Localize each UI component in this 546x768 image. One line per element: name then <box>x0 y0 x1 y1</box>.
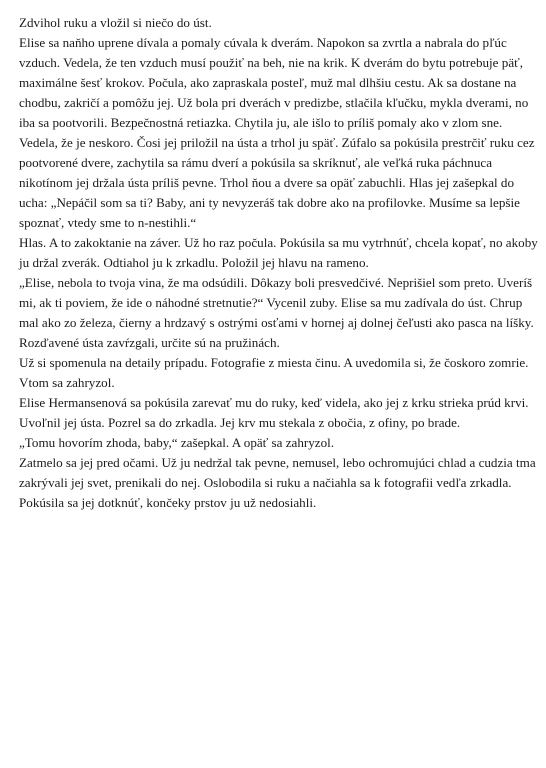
paragraph-2: Elise sa naňho uprene dívala a pomaly cúvala k dverám. Napokon sa zvrtla a nabrala do pľúc vzduch. Vedela, že ten vzduch musí použiť na beh, nie na krik. K dverám do bytu potrebuje päť, maximálne šesť krokov. Počula, ako zapraskala posteľ, muž mal dlhšiu cestu. Ak sa dostane na chodbu, zakričí a pomôžu jej. Už bola pri dverách v predizbe, stlačila kľučku, mykla dverami, no iba sa pootvorili. Bezpečnostná retiazka. Chytila ju, ale išlo to príliš pomaly ako v zlom sne. Vedela, že je neskoro. Čosi jej priložil na ústa a trhol ju späť. Zúfalo sa pokúsila prestrčiť ruku cez pootvorené dvere, zachytila sa rámu dverí a pokúsila sa skríknuť, ale veľká ruka páchnuca nikotínom jej držala ústa príliš pevne. Trhol ňou a dvere sa opäť zabuchli. Hlas jej zašepkal do ucha: „Nepáčil som sa ti? Baby, ani ty nevyzeráš tak dobre ako na profilovke. Musíme sa lepšie spoznať, vtedy sme to n-nestihli.“ <box>19 35 535 230</box>
paragraph-9: Uvoľnil jej ústa. Pozrel sa do zrkadla. Jej krv mu stekala z obočia, z ofiny, po brade. <box>19 415 461 430</box>
paragraph-5: Rozďavené ústa zavŕzgali, určite sú na pružinách. <box>19 335 280 350</box>
document-page <box>19 13 539 513</box>
paragraph-8: Elise Hermansenová sa pokúsila zarevať mu do ruky, keď videla, ako jej z krku strieka prúd krvi. <box>19 395 529 410</box>
paragraph-10: „Tomu hovorím zhoda, baby,“ zašepkal. A opäť sa zahryzol. <box>19 435 335 450</box>
paragraph-3: Hlas. A to zakoktanie na záver. Už ho raz počula. Pokúsila sa mu vytrhnúť, chcela kopať, no akoby ju držal zverák. Odtiahol ju k zrkadlu. Položil jej hlavu na rameno. <box>19 235 538 270</box>
paragraph-6: Už si spomenula na detaily prípadu. Fotografie z miesta činu. A uvedomila si, že čoskoro zomrie. <box>19 355 529 370</box>
paragraph-1: Zdvihol ruku a vložil si niečo do úst. <box>19 15 212 30</box>
paragraph-4: „Elise, nebola to tvoja vina, že ma odsúdili. Dôkazy boli presvedčivé. Neprišiel som preto. Uveríš mi, ak ti poviem, že ide o náhodné stretnutie?“ Vycenil zuby. Elise sa mu zadívala do úst. Chrup mal ako zo železa, čierny a hrdzavý s ostrými osťami v hornej aj dolnej čeľusti ako pasca na líšky. <box>19 275 534 330</box>
paragraph-7: Vtom sa zahryzol. <box>19 375 115 390</box>
paragraph-11: Zatmelo sa jej pred očami. Už ju nedržal tak pevne, nemusel, lebo ochromujúci chlad a cudzia tma zakrývali jej svet, prenikali do nej. Oslobodila si ruku a načiahla sa k fotografii vedľa zrkadla. Pokúsila sa jej dotknúť, končeky prstov ju už nedosiahli. <box>19 455 536 510</box>
